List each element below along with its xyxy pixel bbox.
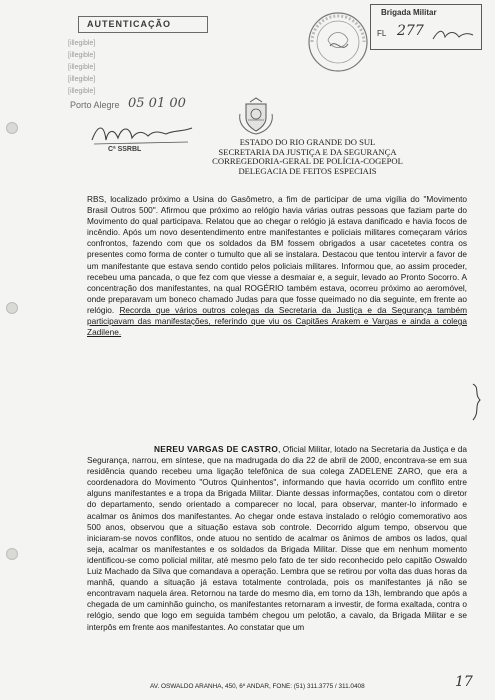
margin-bracket-mark [470,382,484,422]
letterhead [150,138,465,176]
stamp-faint-line: [illegible] [68,76,96,83]
coat-of-arms-emblem [236,96,276,136]
stamp-faint-line: [illegible] [68,52,96,59]
brigada-stamp-signature [431,27,475,43]
authentication-stamp [68,10,224,153]
testimony-paragraph-2 [87,444,467,633]
authentication-stamp-title: AUTENTICAÇÃO [78,16,208,33]
testimony-paragraph-1 [87,194,467,338]
punch-hole [6,122,18,134]
letterhead-corregedoria: CORREGEDORIA-GERAL DE POLÍCIA-COGEPOL [212,156,403,167]
folio-number: 277 [397,23,424,39]
letterhead-state: ESTADO DO RIO GRANDE DO SUL [239,137,376,147]
paragraph-2-text: , Oficial Militar, lotado na Secretaria da Justiça e da Segurança, narrou, em síntese, que na madrugada do dia 22 de abril de 2000, encontrava-se em sua residência quando recebeu uma ligação telefônica de sua colega ZADELENE ZARO, que era a coordenadora do Movimento "Outros Quinhentos", informando que havia ocorrido um conflito entre alguns manifestantes e a tropa da Brigada Militar. Diante dessas informações, contatou com o diretor do departamento, sendo orientado a comparecer no local, para observar, manter-lo informado e acalmar os ânimos dos manifestantes. Ao chegar onde estava instalado o relógio comemorativo aos 500 anos, observou que a situação estava sob controle. Decorrido algum tempo, observou que iniciaram-se novos conflitos, onde atuou no sentido de acalmar os ânimos de ambos os lados, qual seja, acalmar os manifestantes e os soldados da Brigada Militar. Disse que em nenhum momento identificou-se como policial militar, até mesmo pelo fato de ter sido reconhecido pelo capitão Oswaldo Luiz Machado da Silva que comandava a operação. Lembra que se retirou por volta das duas horas da manhã, quando a situação já estava totalmente controlada, pois os manifestantes já não se encontravam naquela área. Retornou na tarde do mesmo dia, em torno da 13h, lembrando que após a chegada de um caminhão guincho, os manifestantes retornaram a investir, de forma exaltada, contra o relógio, sendo que logo em seguida também chegou um pelotão, a cavalo, da Brigada Militar e se interpôs em frente aos manifestantes. Ao constatar que um [87,444,467,632]
paragraph-1-text: RBS, localizado próximo a Usina do Gasômetro, a fim de participar de uma vigília do "Movimento Brasil Outros 500". Afirmou que próximo ao relógio havia várias outras pessoas que faziam parte do Movimento do qual participava. Relatou que ao chegar o relógio já estava danificado e havia focos de incêndio. Após um novo desentendimento entre manifestantes e policiais militares começaram vários confrontos, fazendo com que os soldados da BM fossem obrigados a usar cacetetes contra os presentes como forma de conter o tumulto que ali se instalara. Destacou que tentou intervir a favor de um manifestante que estava sendo contido pelos policiais militares. Informou que, ao assim proceder, recebeu uma pancada, o que fez com que viesse a desmaiar e, a seguir, levado ao Pronto Socorro. A concentração dos manifestantes, na qual ROGÉRIO também estava, ocorreu próximo ao aeromóvel, onde preparavam um boneco chamado Judas para que fosse queimado no dia seguinte, em frente ao relógio. [87,194,467,315]
footer-address: AV. OSWALDO ARANHA, 450, 6º ANDAR, FONE: (51) 311.3775 / 311.0408 [150,683,365,690]
letterhead-secretariat: SECRETARIA DA JUSTIÇA E DA SEGURANÇA [218,146,397,157]
punch-hole [6,302,18,314]
letterhead-delegacia: DELEGACIA DE FEITOS ESPECIAIS [238,165,377,176]
witness-name: NEREU VARGAS DE CASTRO [154,444,279,454]
handwritten-date: 05 01 00 [128,96,186,111]
punch-hole [6,548,18,560]
stamp-footer-text: Cª SSRBL [108,146,142,153]
brigada-stamp-title: Brigada Militar [381,8,437,17]
stamp-faint-line: [illegible] [68,40,96,47]
stamp-faint-line: [illegible] [68,88,96,95]
round-seal [306,10,370,74]
stamp-faint-line: [illegible] [68,64,96,71]
paragraph-1-underlined-text: Recorda que vários outros colegas da Secretaria da Justiça e da Segurança também participavam das manifestações, referindo que viu os Capitães Arakem e Vargas e ainda a colega Zadilene. [87,304,467,338]
brigada-militar-stamp [370,4,482,50]
folio-label: FL [377,29,387,38]
stamp-place-label: Porto Alegre [70,100,120,110]
handwritten-page-number: 17 [455,674,473,690]
